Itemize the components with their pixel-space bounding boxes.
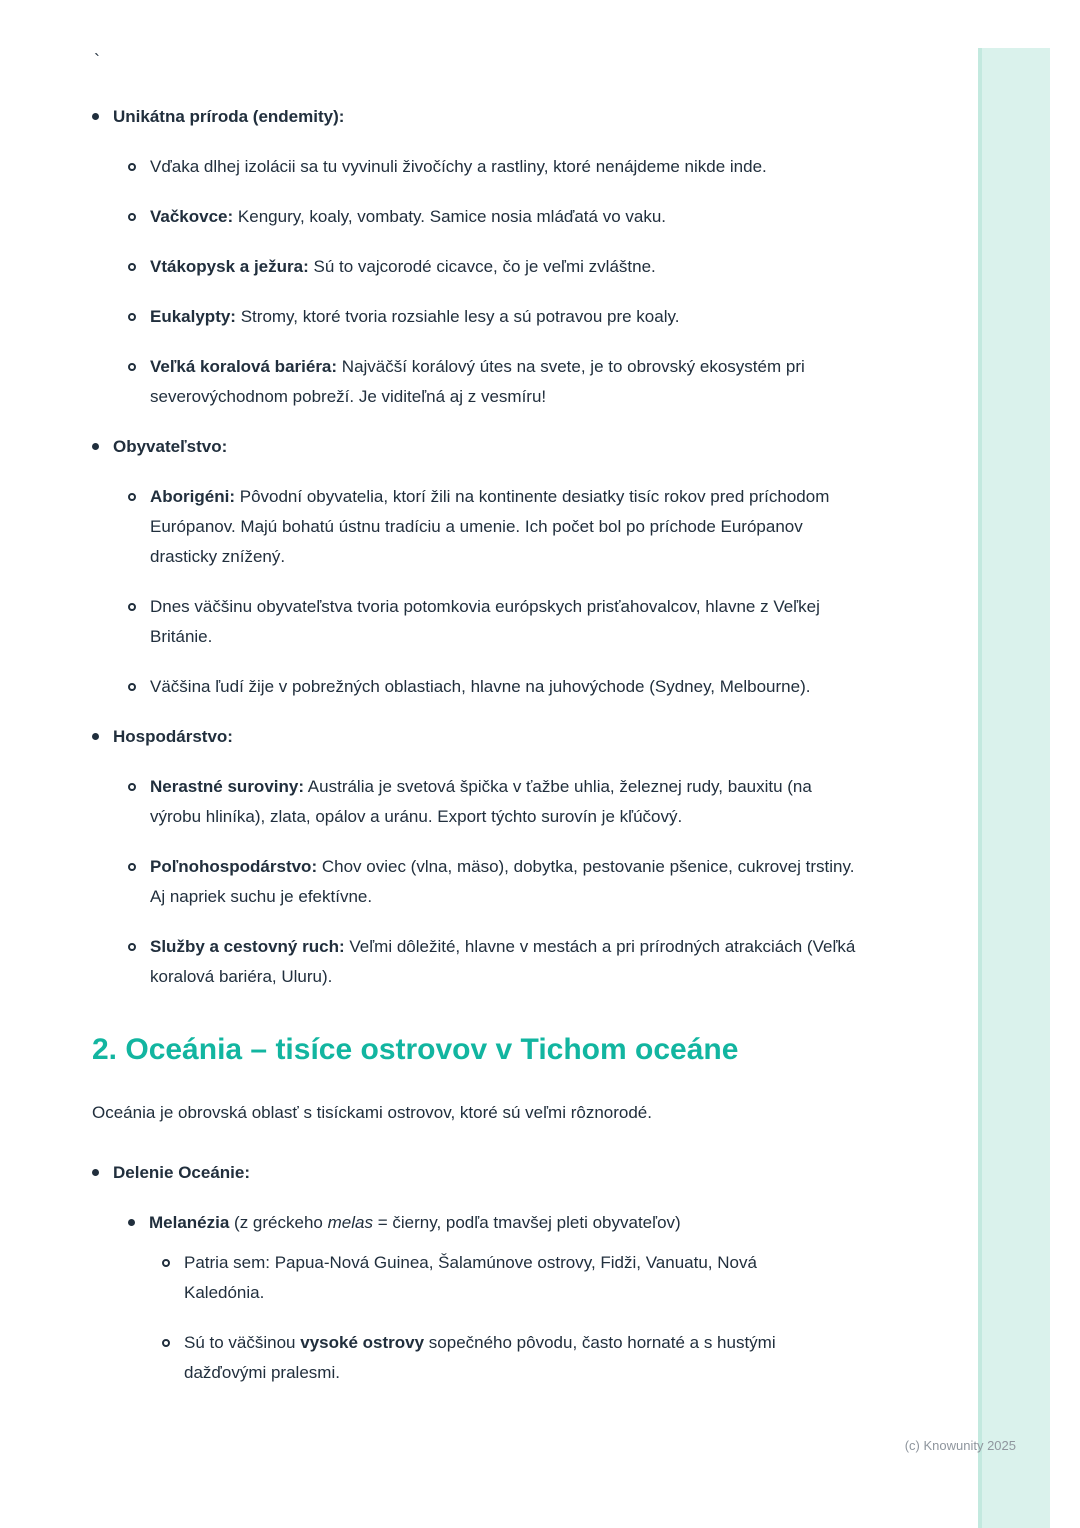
item-text: Austrália je svetová špička v ťažbe uhlia, železnej rudy, bauxitu (na výrobu hliníka), zlata, opálov a uránu. Export týchto surovín je kľúčový. xyxy=(150,777,812,826)
list-item-section-title xyxy=(92,432,902,462)
item-text-wrap xyxy=(149,1208,681,1238)
item-label: Eukalypty: xyxy=(150,307,236,326)
item-label: Melanézia xyxy=(149,1213,230,1232)
item-text-wrap xyxy=(150,352,866,412)
circle-bullet-icon xyxy=(162,1259,170,1267)
item-label: Veľká koralová bariéra: xyxy=(150,357,338,376)
section-title-text: Hospodárstvo: xyxy=(113,727,233,746)
item-label: Poľnohospodárstvo: xyxy=(150,857,318,876)
circle-bullet-icon xyxy=(128,603,136,611)
list-item xyxy=(128,672,902,702)
item-text: Pôvodní obyvatelia, ktorí žili na kontinente desiatky tisíc rokov pred príchodom Európanov. Majú bohatú ústnu tradíciu a umenie. Ich počet bol po príchode Európanov drasticky znížený. xyxy=(150,487,830,566)
item-label: vysoké ostrovy xyxy=(300,1333,425,1352)
item-text: Sú to vajcorodé cicavce, čo je veľmi zvláštne. xyxy=(313,257,656,276)
item-text-wrap xyxy=(150,302,679,332)
item-text: Veľmi dôležité, hlavne v mestách a pri prírodných atrakciách (Veľká koralová bariéra, Uluru). xyxy=(150,937,856,986)
circle-bullet-icon xyxy=(128,783,136,791)
list-item xyxy=(128,352,902,412)
section-title xyxy=(113,432,227,462)
item-label: Vačkovce: xyxy=(150,207,234,226)
item-text-wrap xyxy=(184,1248,808,1308)
stray-backtick: ` xyxy=(94,51,100,71)
item-text-italic: melas xyxy=(327,1213,373,1232)
disc-bullet-icon xyxy=(92,443,99,450)
disc-bullet-icon xyxy=(92,113,99,120)
list-item xyxy=(162,1328,902,1388)
item-text: Najväčší korálový útes na svete, je to obrovský ekosystém pri severovýchodnom pobreží. Je viditeľná aj z vesmíru! xyxy=(150,357,805,406)
section-title xyxy=(113,1158,250,1188)
circle-bullet-icon xyxy=(128,363,136,371)
item-text-wrap xyxy=(150,772,866,832)
watermark: (c) Knowunity 2025 xyxy=(904,1438,1016,1453)
list-item xyxy=(128,932,902,992)
list-item-section-title xyxy=(92,722,902,752)
item-text-wrap xyxy=(150,152,767,182)
circle-bullet-icon xyxy=(128,863,136,871)
list-item xyxy=(128,302,902,332)
list-item xyxy=(128,202,902,232)
circle-bullet-icon xyxy=(162,1339,170,1347)
document-content xyxy=(92,102,902,1408)
circle-bullet-icon xyxy=(128,313,136,321)
list-item xyxy=(162,1248,902,1308)
item-text-wrap xyxy=(150,482,866,572)
item-text-wrap xyxy=(150,252,656,282)
item-text: Dnes väčšinu obyvateľstva tvoria potomkovia európskych prisťahovalcov, hlavne z Veľkej Británie. xyxy=(150,597,820,646)
list-item xyxy=(128,252,902,282)
circle-bullet-icon xyxy=(128,263,136,271)
item-label: Vtákopysk a ježura: xyxy=(150,257,309,276)
item-text-wrap xyxy=(150,592,866,652)
section-title-text: Obyvateľstvo: xyxy=(113,437,228,456)
item-text: = čierny, podľa tmavšej pleti obyvateľov) xyxy=(377,1213,681,1232)
section-title xyxy=(113,722,233,752)
item-text-wrap xyxy=(184,1328,808,1388)
item-text-wrap xyxy=(150,852,866,912)
circle-bullet-icon xyxy=(128,683,136,691)
item-text: Kengury, koaly, vombaty. Samice nosia mláďatá vo vaku. xyxy=(237,207,667,226)
list-item xyxy=(128,152,902,182)
right-accent-stripe xyxy=(978,48,1050,1528)
list-item-section-title xyxy=(92,102,902,132)
item-text-wrap xyxy=(150,202,666,232)
item-label: Služby a cestovný ruch: xyxy=(150,937,345,956)
item-text-wrap xyxy=(150,672,810,702)
list-item xyxy=(128,592,902,652)
item-label: Nerastné suroviny: xyxy=(150,777,304,796)
circle-bullet-icon xyxy=(128,493,136,501)
item-text: Vďaka dlhej izolácii sa tu vyvinuli živočíchy a rastliny, ktoré nenájdeme nikde inde. xyxy=(150,157,767,176)
section-title-text: Unikátna príroda (endemity): xyxy=(113,107,345,126)
item-text: Sú to väčšinou xyxy=(184,1333,296,1352)
list-item xyxy=(128,852,902,912)
circle-bullet-icon xyxy=(128,213,136,221)
disc-bullet-icon xyxy=(92,733,99,740)
item-text: Patria sem: Papua-Nová Guinea, Šalamúnove ostrovy, Fidži, Vanuatu, Nová Kaledónia. xyxy=(184,1253,757,1302)
item-text-wrap xyxy=(150,932,866,992)
list-item xyxy=(128,772,902,832)
circle-bullet-icon xyxy=(128,943,136,951)
item-text: Väčšina ľudí žije v pobrežných oblastiach, hlavne na juhovýchode (Sydney, Melbourne). xyxy=(150,677,811,696)
section-title xyxy=(113,102,344,132)
list-item-melanezia xyxy=(128,1208,902,1238)
disc-bullet-icon xyxy=(128,1219,135,1226)
list-item-section-title xyxy=(92,1158,902,1188)
section-heading-oceania: 2. Oceánia – tisíce ostrovov v Tichom oceáne xyxy=(92,1033,739,1066)
item-text: sopečného pôvodu, často hornaté a s hustými dažďovými pralesmi. xyxy=(184,1333,776,1382)
item-text: Stromy, ktoré tvoria rozsiahle lesy a sú potravou pre koaly. xyxy=(240,307,680,326)
disc-bullet-icon xyxy=(92,1169,99,1176)
section-title-text: Delenie Oceánie: xyxy=(113,1163,251,1182)
circle-bullet-icon xyxy=(128,163,136,171)
intro-paragraph: Oceánia je obrovská oblasť s tisíckami ostrovov, ktoré sú veľmi rôznorodé. xyxy=(92,1103,652,1122)
item-text: (z gréckeho xyxy=(234,1213,323,1232)
list-item xyxy=(128,482,902,572)
item-text: Chov oviec (vlna, mäso), dobytka, pestovanie pšenice, cukrovej trstiny. Aj napriek suchu je efektívne. xyxy=(150,857,855,906)
item-label: Aborigéni: xyxy=(150,487,235,506)
